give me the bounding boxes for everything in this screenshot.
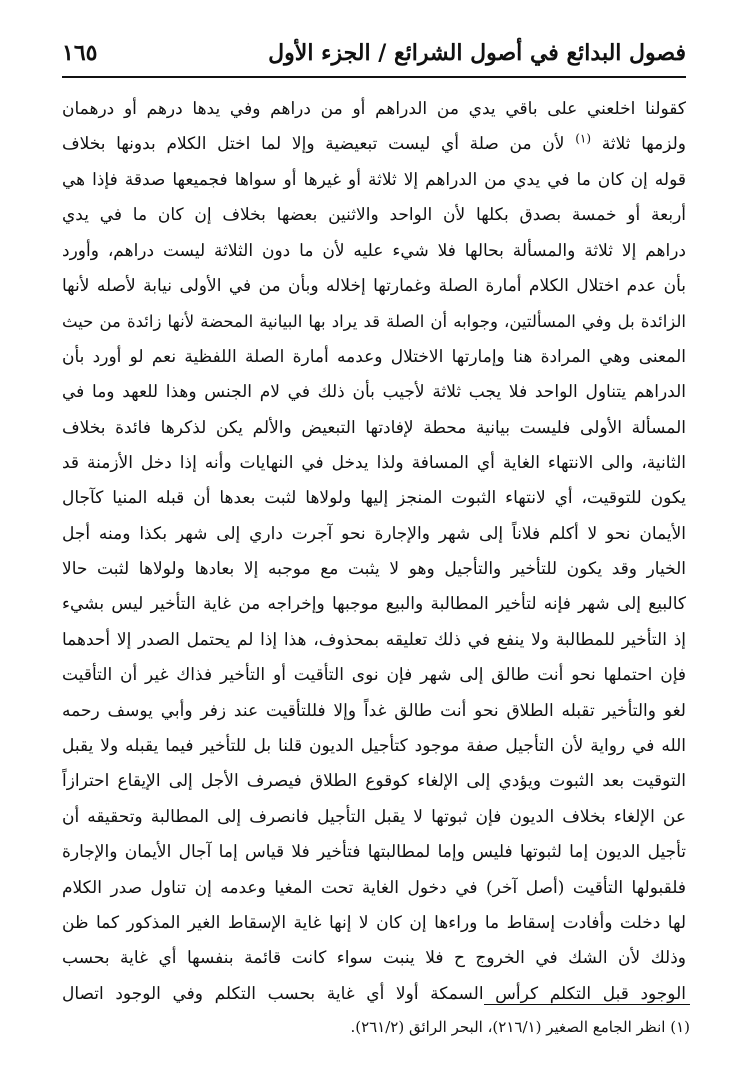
text-line: أربعة أو خمسة بصدق بكلها لأن الواحد والاثنين بعضها بخلاف إن كان ما في يدي <box>62 205 686 226</box>
text-line: لها دخلت وأفادت إسقاط ما وراءها إن كان لا إنها غاية الإسقاط الغير المذكور كما ظن <box>62 912 686 933</box>
text-line: الدراهم يتناول الواحد فلا يجب ثلاثة لأجيب بأن ذلك في لام الجنس وهذا للعهد وما في <box>62 382 686 403</box>
text-line: وذلك لأن الشك في الخروج ح فلا ينبت سواء كانت قائمة بنفسها أي غاية بحسب <box>62 948 686 969</box>
header-divider <box>62 76 686 78</box>
text-line: تأجيل الديون إما لثبوتها فليس وإما لمطالبتها فتأخير فلا قياس إما آجال الأيمان والإجارة <box>62 842 686 863</box>
running-title: فصول البدائع في أصول الشرائع / الجزء الأول <box>268 40 686 66</box>
body-text <box>62 92 686 1012</box>
page-header <box>62 36 686 80</box>
footnote-divider <box>484 1004 690 1005</box>
text-line: قوله إن كان ما في يدي من الدراهم إلا ثلاثة أو غيرها أو سواها فجميعها صدقة فإذا هي <box>62 169 686 190</box>
text-line: لغو والتأخير تقبله الطلاق نحو أنت طالق غداً وإلا فللتأقيت عند زفر وأبي يوسف رحمه <box>62 700 686 721</box>
footnote-reference[interactable]: (١) <box>575 131 592 146</box>
text-line: فلقبولها التأقيت (أصل آخر) في دخول الغاية تحت المغيا وعدمه إن تناول صدر الكلام <box>62 877 686 898</box>
text-line: كالبيع إلى شهر فإنه لتأخير المطالبة والبيع موجبها وإخراجه من غاية التأخير ليس بشيء <box>62 594 686 615</box>
text-line: فإن احتملها نحو أنت طالق إلى شهر فإن نوى التأقيت أو التأخير فذاك غير أن التأقيت <box>62 665 686 686</box>
text-line: كقولنا اخلعني على باقي يدي من الدراهم أو من دراهم وفي يدها درهم أو درهمان <box>62 99 686 119</box>
page-number: ١٦٥ <box>62 40 98 66</box>
text-line: عن الإلغاء بخلاف الديون فإن ثبوتها لا يقبل التأجيل فانصرف إلى المطالبة وتحقيقه أن <box>62 806 686 827</box>
text-line-with-footnote <box>62 127 686 162</box>
text-line: الثانية، والى الانتهاء الغاية أي المسافة ولذا يدخل في النهايات وأنه إذا دخل الأزمنة قد <box>62 452 686 473</box>
text-line: الزائدة بل وفي المسألتين، وجوابه أن الصلة قد يراد بها البيانية المحضة لأنها زائدة من حيث <box>62 312 686 332</box>
text-line: المسألة الأولى فليست بيانية محطة لإفادتها التبعيض والألم يكن لذكرها فائدة بخلاف <box>62 417 686 438</box>
text-line: الأيمان نحو لا أكلم فلاناً إلى شهر والإجارة نحو آجرت داري إلى شهر بكذا ومنه أجل <box>62 523 686 544</box>
text-line: إذ التأخير للمطالبة ولا ينفع في ذلك تعليقه بمحذوف، هذا إذا لم يحتمل الصدر إلا أحدهما <box>62 629 686 650</box>
text-line: الله في رواية لأن التأجيل صفة موجود كتأجيل الديون قلنا بل للتأخير فيما يقبله ولا يقبل <box>62 736 686 757</box>
text-line: التوقيت بعد الثبوت ويؤدي إلى الإلغاء كوقوع الطلاق فيصرف الأجل إلى الإيقاع احترازاً <box>62 771 686 792</box>
text-segment: ولزمها ثلاثة <box>601 134 686 155</box>
text-line: بأن عدم اختلال الكلام أمارة الصلة وغمارتها إخلاله وبأن من في الأولى نيابة لأصله لأنها <box>62 275 686 296</box>
text-segment: لأن من صلة أي ليست تبعيضية وإلا لما اختل الكلام بدونها بخلاف <box>62 134 565 155</box>
footnote: (١) انظر الجامع الصغير (٢١٦/١)، البحر الرائق (٢٦١/٢). <box>350 1018 690 1036</box>
text-line: المعنى وهي المرادة هنا وإمارتها الاختلال وعدمه أمارة الصلة اللفظية نعم لو أورد بأن <box>62 346 686 367</box>
text-line: الوجود قبل التكلم كرأس السمكة أولا أي غاية بحسب التكلم وفي الوجود اتصال <box>62 983 686 1004</box>
text-line: الخيار وقد يكون للتأخير والتأجيل وهو لا يثبت مع موجبه إلا بعادها ولولاها لثبت حالا <box>62 559 686 580</box>
text-line: دراهم إلا ثلاثة والمسألة بحالها فلا شيء عليه لأن ما دون الثلاثة ليست دراهم، وأورد <box>62 240 686 261</box>
text-line: يكون للتوقيت، أي لانتهاء الثبوت المنجز إليها ولولاها لثبت بعدها أن قبله المنيا كآجال <box>62 488 686 509</box>
